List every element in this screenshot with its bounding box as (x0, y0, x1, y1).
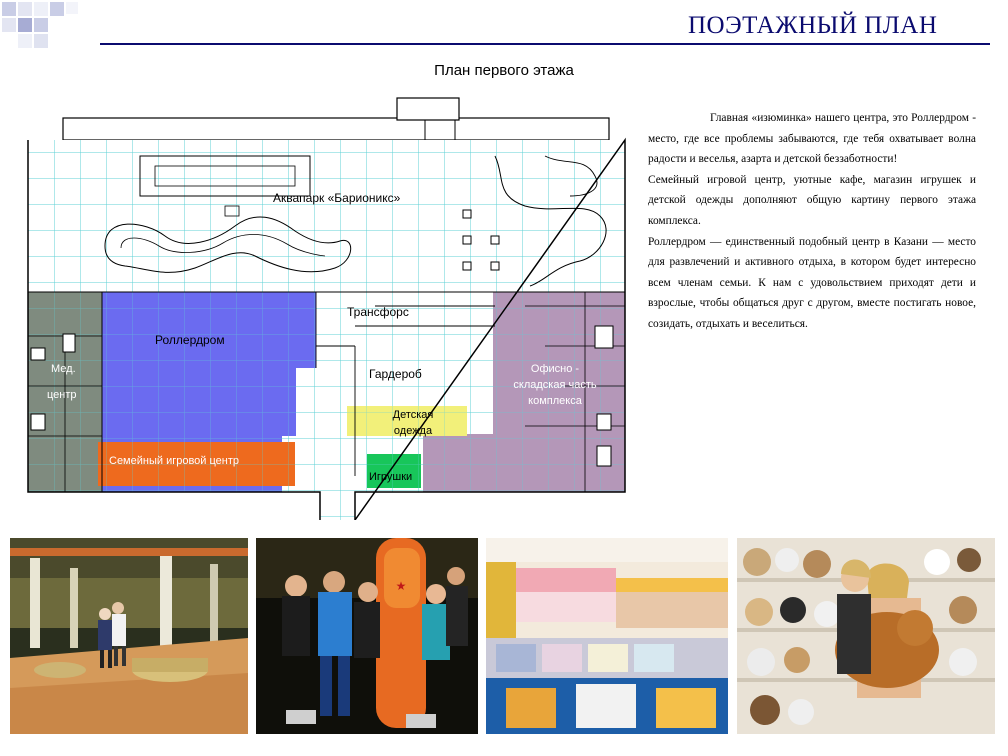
label-office-line3: комплекса (528, 395, 582, 407)
label-med-line2: центр (47, 389, 77, 401)
description-paragraph-1: Главная «изюминка» нашего центра, это Роллердром - место, где все проблемы забываются, где тебя охватывает волна радости и веселья, азарта и детской беззаботности! (648, 112, 976, 166)
label-toys: Игрушки (369, 471, 413, 483)
description-paragraph-3: Роллердром — единственный подобный центр в Казани — место для развлечений и активного отдыха, в котором будет интересно всем членам семьи. К нам с удовольствием приходят дети и взрослые, чтобы общаться друг с другом, вместе постигать новое, созидать, отдыхать и веселиться. (648, 235, 976, 330)
label-rollerdrome: Роллердром (155, 333, 225, 347)
rollerdrome-photo (10, 538, 248, 734)
floor-plan (25, 96, 635, 520)
label-office-line2: складская часть (513, 379, 597, 391)
svg-text:★: ★ (395, 579, 407, 593)
label-kids-clothes-line1: Детская (392, 409, 434, 421)
label-transforce: Трансфорс (347, 305, 409, 319)
label-wardrobe: Гардероб (369, 367, 422, 381)
store-photo (486, 538, 728, 734)
label-office-line1: Офисно - (530, 363, 580, 375)
group-photo (256, 538, 478, 734)
slide-title: ПОЭТАЖНЫЙ ПЛАН (688, 12, 938, 39)
label-kids-clothes-line2: одежда (393, 425, 433, 437)
description (648, 108, 976, 335)
toys-photo (737, 538, 995, 734)
slide-subtitle: План первого этажа (434, 62, 574, 79)
description-paragraph-2: Семейный игровой центр, уютные кафе, магазин игрушек и детской одежды дополняют общую картину первого этажа комплекса. (648, 173, 976, 227)
label-med-line1: Мед. (51, 363, 76, 375)
decorative-squares (0, 0, 80, 60)
title-divider (100, 43, 990, 45)
label-aquapark: Аквапарк «Барионикс» (273, 191, 401, 205)
label-family-center: Семейный игровой центр (109, 455, 240, 467)
